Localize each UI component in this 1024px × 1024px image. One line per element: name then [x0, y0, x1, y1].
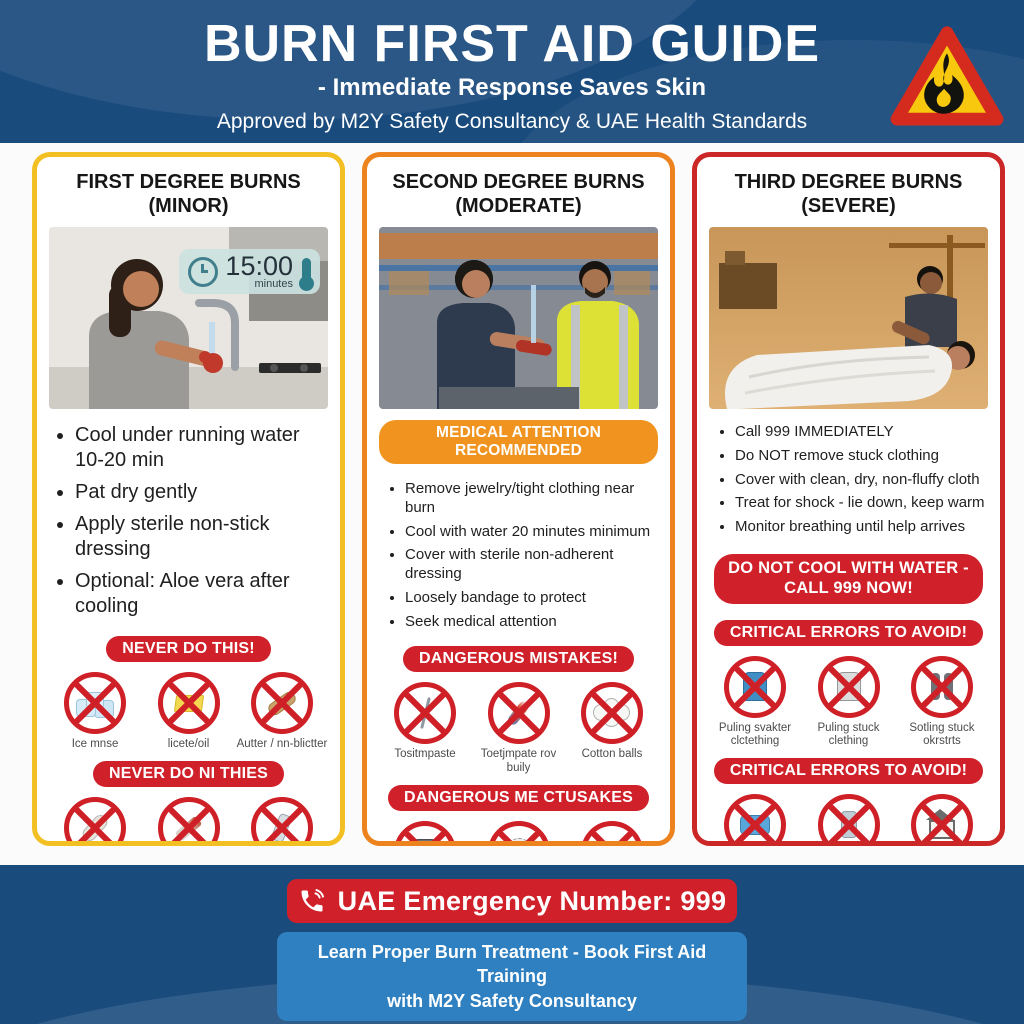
bottle-icon — [251, 797, 313, 846]
step: • Seek medical attention — [405, 613, 658, 632]
prohibited-item-label: Tositmpaste — [394, 748, 456, 761]
alert-banner — [714, 554, 983, 604]
prohibited-item-label: Sotling stuck okrstrts — [909, 721, 975, 747]
cta-line2: with M2Y Safety Consultancy — [387, 990, 637, 1011]
prohibited-item-label: licete/oil — [167, 738, 210, 751]
alert-banner-line1: DO NOT COOL WITH WATER - — [728, 558, 969, 577]
prohibited-item-label: Cotton balls — [581, 748, 643, 761]
burn-degree-columns — [32, 152, 1005, 846]
prohibited-items-row — [49, 672, 328, 751]
prohibited-item — [566, 821, 658, 846]
prohibited-item-label: Puling stuck clething — [817, 721, 880, 747]
step: • Do NOT remove stuck clothing — [735, 447, 988, 466]
prohibited-item — [379, 682, 471, 774]
cream-jar-icon — [394, 821, 456, 846]
card-title-line1: SECOND DEGREE BURNS — [392, 171, 645, 193]
stuck-clothing-icon — [818, 656, 880, 718]
warning-banner: DANGEROUS ME CTUSAKES — [388, 785, 649, 811]
butter-stick-icon — [251, 672, 313, 734]
timer-unit: minutes — [254, 278, 293, 291]
prohibited-item — [472, 821, 564, 846]
clock-icon — [188, 257, 218, 287]
ice-cubes-icon — [64, 672, 126, 734]
cooling-timer-overlay — [179, 249, 320, 294]
card-title-line1: FIRST DEGREE BURNS — [76, 171, 301, 193]
prohibited-items-row — [49, 797, 328, 846]
prohibited-item — [142, 797, 234, 846]
step: • Remove jewelry/tight clothing near burn — [405, 480, 658, 518]
prohibited-items-row — [379, 682, 658, 774]
main-content — [0, 143, 1024, 865]
prohibited-item — [802, 656, 894, 748]
card-first-degree — [32, 152, 345, 846]
drink-bottle-icon — [818, 794, 880, 846]
card-third-degree — [692, 152, 1005, 846]
emergency-number-banner — [287, 879, 737, 923]
prohibited-items-row — [709, 794, 988, 846]
prohibited-item — [566, 682, 658, 774]
prohibited-items-row — [709, 656, 988, 748]
card-title — [49, 171, 328, 218]
card-title-line2: (MINOR) — [148, 194, 229, 217]
treatment-steps — [713, 423, 988, 542]
warning-banner: CRITICAL ERRORS TO AVOID! — [714, 620, 983, 646]
card-title-line2: (MODERATE) — [455, 194, 582, 217]
prohibited-item — [472, 682, 564, 774]
butter-icon — [158, 672, 220, 734]
prohibited-item — [896, 794, 988, 846]
warning-banner: NEVER DO NI THIES — [93, 761, 284, 787]
bandage-icon — [581, 821, 643, 846]
warning-banner: CRITICAL ERRORS TO AVOID! — [714, 758, 983, 784]
alert-banner-line2: CALL 999 NOW! — [784, 578, 913, 597]
powder-icon — [488, 821, 550, 846]
step: • Loosely bandage to protect — [405, 589, 658, 608]
sweater-icon — [724, 656, 786, 718]
timer-value: 15:00 — [225, 251, 293, 282]
prohibited-item — [236, 672, 328, 751]
card-title-line1: THIRD DEGREE BURNS — [734, 171, 963, 193]
prohibited-item — [49, 797, 141, 846]
step: • Optional: Aloe vera after cooling — [75, 569, 328, 619]
card-title — [709, 171, 988, 218]
thermometer-icon — [302, 258, 311, 286]
flammable-warning-triangle-icon — [888, 24, 1006, 133]
warning-banner: DANGEROUS MISTAKES! — [403, 646, 634, 672]
toothpaste-tube-icon — [488, 682, 550, 744]
step: • Monitor breathing until help arrives — [735, 518, 988, 537]
prohibited-item — [709, 794, 801, 846]
card-second-degree — [362, 152, 675, 846]
step: • Pat dry gently — [75, 480, 328, 505]
step: • Cover with sterile non-adherent dressing — [405, 546, 658, 584]
prohibited-item — [802, 794, 894, 846]
adhesive-plaster-icon — [64, 797, 126, 846]
prohibited-item-label: Toetjmpate rov buily — [480, 748, 557, 774]
prohibited-item — [896, 656, 988, 748]
phone-icon — [298, 887, 326, 915]
step: • Call 999 IMMEDIATELY — [735, 423, 988, 442]
step: • Treat for shock - lie down, keep warm — [735, 494, 988, 513]
training-cta-banner — [277, 932, 747, 1021]
blister-icon — [724, 794, 786, 846]
card-title — [379, 171, 658, 218]
cotton-balls-icon — [581, 682, 643, 744]
stuck-figures-icon — [911, 656, 973, 718]
prohibited-items-row — [379, 821, 658, 846]
step: • Cover with clean, dry, non-fluffy cloth — [735, 471, 988, 490]
rescuer-helping-casualty-construction-site-photo — [709, 227, 988, 409]
prohibited-item — [379, 821, 471, 846]
woman-cooling-hand-under-kitchen-tap-photo — [49, 227, 328, 409]
ointment-tube-icon — [158, 797, 220, 846]
emergency-number-text: UAE Emergency Number: 999 — [337, 885, 727, 916]
needle-icon — [394, 682, 456, 744]
treatment-steps — [383, 480, 658, 636]
step: • Cool with water 20 minutes minimum — [405, 523, 658, 542]
page-subtitle: - Immediate Response Saves Skin — [317, 74, 707, 101]
prohibited-item-label: Ice mnse — [71, 738, 119, 751]
prohibited-item — [49, 672, 141, 751]
notice-banner: MEDICAL ATTENTION RECOMMENDED — [379, 420, 658, 464]
prohibited-item — [142, 672, 234, 751]
step: • Cool under running water 10-20 min — [75, 423, 328, 473]
step: • Apply sterile non-stick dressing — [75, 512, 328, 562]
workers-cooling-burned-arm-warehouse-photo — [379, 227, 658, 409]
house-icon — [911, 794, 973, 846]
page-title: BURN FIRST AID GUIDE — [203, 15, 821, 73]
approval-line: Approved by M2Y Safety Consultancy & UAE Health Standards — [216, 110, 808, 133]
prohibited-item — [236, 797, 328, 846]
footer-banner — [0, 865, 1024, 1024]
warning-banner: NEVER DO THIS! — [106, 636, 271, 662]
cta-line1: Learn Proper Burn Treatment - Book First Aid Training — [317, 942, 707, 987]
header-banner — [0, 0, 1024, 143]
treatment-steps — [53, 423, 328, 626]
prohibited-item-label: Puling svakter clctething — [718, 721, 792, 747]
card-title-line2: (SEVERE) — [801, 194, 896, 217]
prohibited-item — [709, 656, 801, 748]
prohibited-item-label: Autter / nn-blictter — [236, 738, 328, 751]
